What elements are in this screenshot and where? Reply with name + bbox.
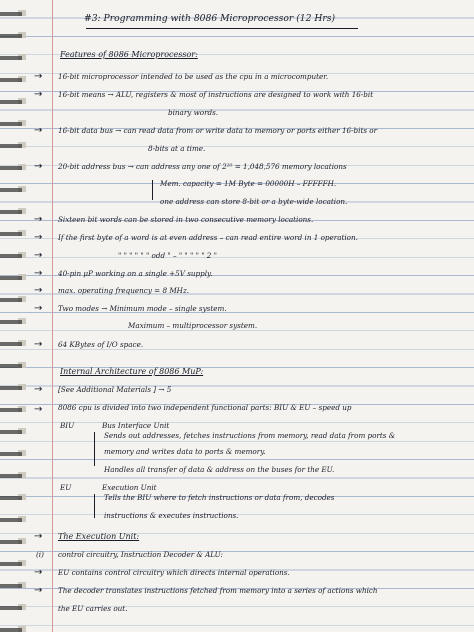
execution-unit-heading: The Execution Unit: [58, 532, 140, 541]
bullet-arrow-icon: → [34, 250, 43, 261]
eu-point-1b: instructions & executes instructions. [104, 511, 239, 520]
bullet-arrow-icon: → [34, 125, 43, 136]
biu-label: BIU [60, 421, 75, 430]
feature-3a: 16-bit data bus → can read data from or write data to memory or ports either 16-bits or [58, 126, 378, 135]
margin-line [52, 0, 53, 632]
bullet-arrow-icon: → [34, 531, 43, 542]
feature-4b: one address can store 8-bit or a byte-wide location. [160, 197, 348, 206]
bullet-arrow-icon: → [34, 232, 43, 243]
eu-control-text: EU contains control circuitry which directs internal operations. [58, 568, 290, 577]
feature-6a: If the first byte of a word is at even address – can read entire word in 1 operation. [58, 233, 358, 242]
biu-point-1a: Sends out addresses, fetches instructions from memory, read data from ports & [104, 431, 396, 440]
eu-decoder-text-b: the EU carries out. [58, 604, 128, 613]
feature-3b: 8-bits at a time. [148, 144, 206, 153]
eu-label: EU [60, 483, 72, 492]
item-number: (i) [36, 550, 44, 559]
bullet-arrow-icon: → [34, 285, 43, 296]
bullet-arrow-icon: → [34, 567, 43, 578]
bullet-arrow-icon: → [34, 268, 43, 279]
feature-9b: Maximum – multiprocessor system. [128, 321, 258, 330]
bullet-arrow-icon: → [34, 384, 43, 395]
bullet-arrow-icon: → [34, 339, 43, 350]
bullet-arrow-icon: → [34, 585, 43, 596]
title-underline [86, 28, 358, 29]
biu-point-1b: memory and writes data to ports & memory. [104, 447, 266, 456]
feature-2b: binary words. [168, 108, 219, 117]
feature-7: 40-pin μP working on a single +5V supply. [58, 269, 213, 278]
bullet-arrow-icon: → [34, 71, 43, 82]
feature-2a: 16-bit means → ALU, registers & most of instructions are designed to work with 16-bit [58, 90, 374, 99]
spiral-binding [0, 0, 22, 632]
bullet-arrow-icon: → [34, 214, 43, 225]
features-heading: Features of 8086 Microprocessor: [60, 50, 198, 59]
feature-4: 20-bit address bus → can address any one of 2²⁰ = 1,048,576 memory locations [58, 162, 347, 171]
biu-title: Bus Interface Unit [102, 421, 170, 430]
bracket [94, 494, 95, 518]
feature-5: Sixteen bit words can be stored in two consecutive memory locations. [58, 215, 314, 224]
feature-4a: Mem. capacity = 1M Byte = 00000H – FFFFFH. [160, 179, 337, 188]
bullet-arrow-icon: → [34, 404, 43, 415]
see-additional-materials: [See Additional Materials ] → 5 [58, 385, 172, 394]
eu-component-list: control circuitry, Instruction Decoder & ALU: [58, 550, 223, 559]
eu-point-1a: Tells the BIU where to fetch instructions or data from, decodes [104, 493, 335, 502]
feature-8: max. operating frequency = 8 MHz. [58, 286, 190, 295]
biu-point-2: Handles all transfer of data & address on the buses for the EU. [104, 465, 335, 474]
feature-10: 64 KBytes of I/O space. [58, 340, 144, 349]
page-title: #3: Programming with 8086 Microprocessor (12 Hrs) [84, 13, 336, 24]
bullet-arrow-icon: → [34, 303, 43, 314]
eu-title: Execution Unit [102, 483, 157, 492]
feature-9a: Two modes → Minimum mode – single system. [58, 304, 227, 313]
bullet-arrow-icon: → [34, 89, 43, 100]
bracket [152, 180, 153, 200]
feature-1: 16-bit microprocessor intended to be used as the cpu in a microcomputer. [58, 72, 329, 81]
internal-architecture-heading: Internal Architecture of 8086 MuP: [60, 367, 204, 376]
cpu-division-text: 8086 cpu is divided into two independent functional parts: BIU & EU – speed up [58, 403, 352, 412]
bracket [94, 432, 95, 466]
feature-6b: " " " " " " odd " – " " " " " 2 " [118, 251, 217, 260]
bullet-arrow-icon: → [34, 161, 43, 172]
eu-decoder-text-a: The decoder translates instructions fetched from memory into a series of actions which [58, 586, 378, 595]
